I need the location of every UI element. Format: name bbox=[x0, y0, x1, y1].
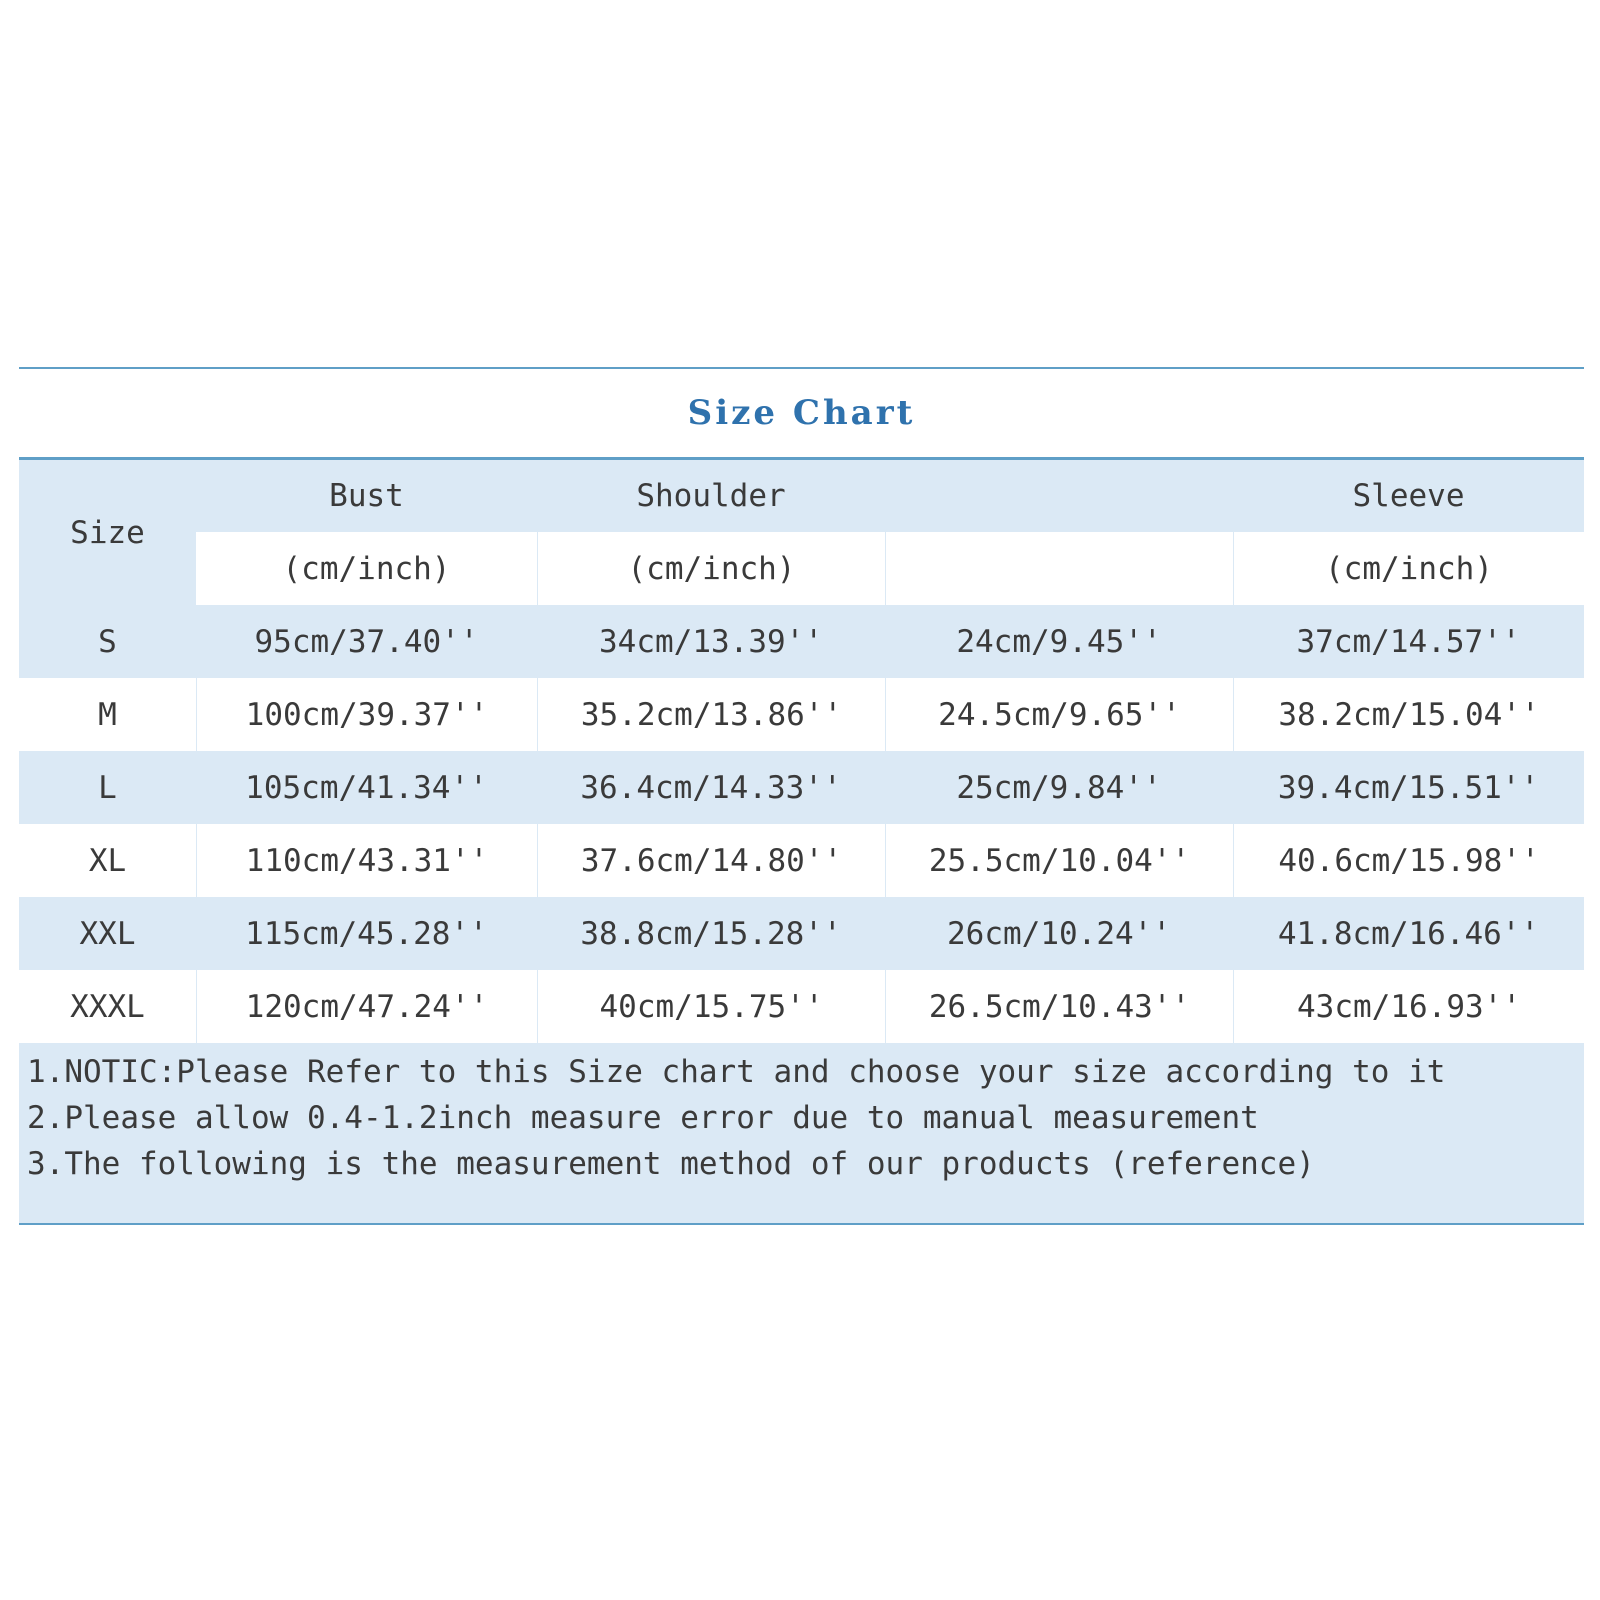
note-1: 1.NOTIC:Please Refer to this Size chart and choose your size according to it bbox=[27, 1054, 1446, 1090]
cell-bust: 120cm/47.24'' bbox=[196, 970, 537, 1043]
cell-bust: 115cm/45.28'' bbox=[196, 897, 537, 970]
chart-title: Size Chart bbox=[687, 393, 916, 433]
cell-column-3: 24cm/9.45'' bbox=[885, 605, 1233, 678]
cell-shoulder: 37.6cm/14.80'' bbox=[537, 824, 885, 897]
notes-block bbox=[19, 1043, 1584, 1223]
header-shoulder: Shoulder bbox=[537, 460, 885, 532]
cell-column-3: 25cm/9.84'' bbox=[885, 751, 1233, 824]
cell-bust: 110cm/43.31'' bbox=[196, 824, 537, 897]
unit-shoulder: (cm/inch) bbox=[537, 532, 885, 605]
cell-sleeve: 39.4cm/15.51'' bbox=[1233, 751, 1584, 824]
cell-shoulder: 36.4cm/14.33'' bbox=[537, 751, 885, 824]
cell-shoulder: 38.8cm/15.28'' bbox=[537, 897, 885, 970]
size-table bbox=[19, 460, 1584, 1043]
cell-bust: 95cm/37.40'' bbox=[196, 605, 537, 678]
row-size-label: XL bbox=[19, 824, 196, 897]
unit-column-3 bbox=[885, 532, 1233, 605]
row-size-label: S bbox=[19, 605, 196, 678]
row-size-label: XXXL bbox=[19, 970, 196, 1043]
note-2: 2.Please allow 0.4-1.2inch measure error due to manual measurement bbox=[27, 1100, 1259, 1136]
cell-column-3: 26.5cm/10.43'' bbox=[885, 970, 1233, 1043]
cell-shoulder: 35.2cm/13.86'' bbox=[537, 678, 885, 751]
unit-sleeve: (cm/inch) bbox=[1233, 532, 1584, 605]
header-column-3 bbox=[885, 460, 1233, 532]
cell-shoulder: 40cm/15.75'' bbox=[537, 970, 885, 1043]
bottom-divider bbox=[19, 1223, 1584, 1225]
cell-bust: 105cm/41.34'' bbox=[196, 751, 537, 824]
size-chart bbox=[19, 367, 1584, 1225]
row-size-label: XXL bbox=[19, 897, 196, 970]
cell-sleeve: 40.6cm/15.98'' bbox=[1233, 824, 1584, 897]
cell-bust: 100cm/39.37'' bbox=[196, 678, 537, 751]
cell-column-3: 24.5cm/9.65'' bbox=[885, 678, 1233, 751]
row-size-label: M bbox=[19, 678, 196, 751]
cell-column-3: 25.5cm/10.04'' bbox=[885, 824, 1233, 897]
cell-sleeve: 41.8cm/16.46'' bbox=[1233, 897, 1584, 970]
header-sleeve: Sleeve bbox=[1233, 460, 1584, 532]
cell-sleeve: 38.2cm/15.04'' bbox=[1233, 678, 1584, 751]
note-3: 3.The following is the measurement method of our products (reference) bbox=[27, 1146, 1315, 1182]
cell-column-3: 26cm/10.24'' bbox=[885, 897, 1233, 970]
cell-sleeve: 37cm/14.57'' bbox=[1233, 605, 1584, 678]
header-bust: Bust bbox=[196, 460, 537, 532]
row-size-label: L bbox=[19, 751, 196, 824]
unit-bust: (cm/inch) bbox=[196, 532, 537, 605]
cell-sleeve: 43cm/16.93'' bbox=[1233, 970, 1584, 1043]
cell-shoulder: 34cm/13.39'' bbox=[537, 605, 885, 678]
header-size: Size bbox=[19, 460, 196, 605]
